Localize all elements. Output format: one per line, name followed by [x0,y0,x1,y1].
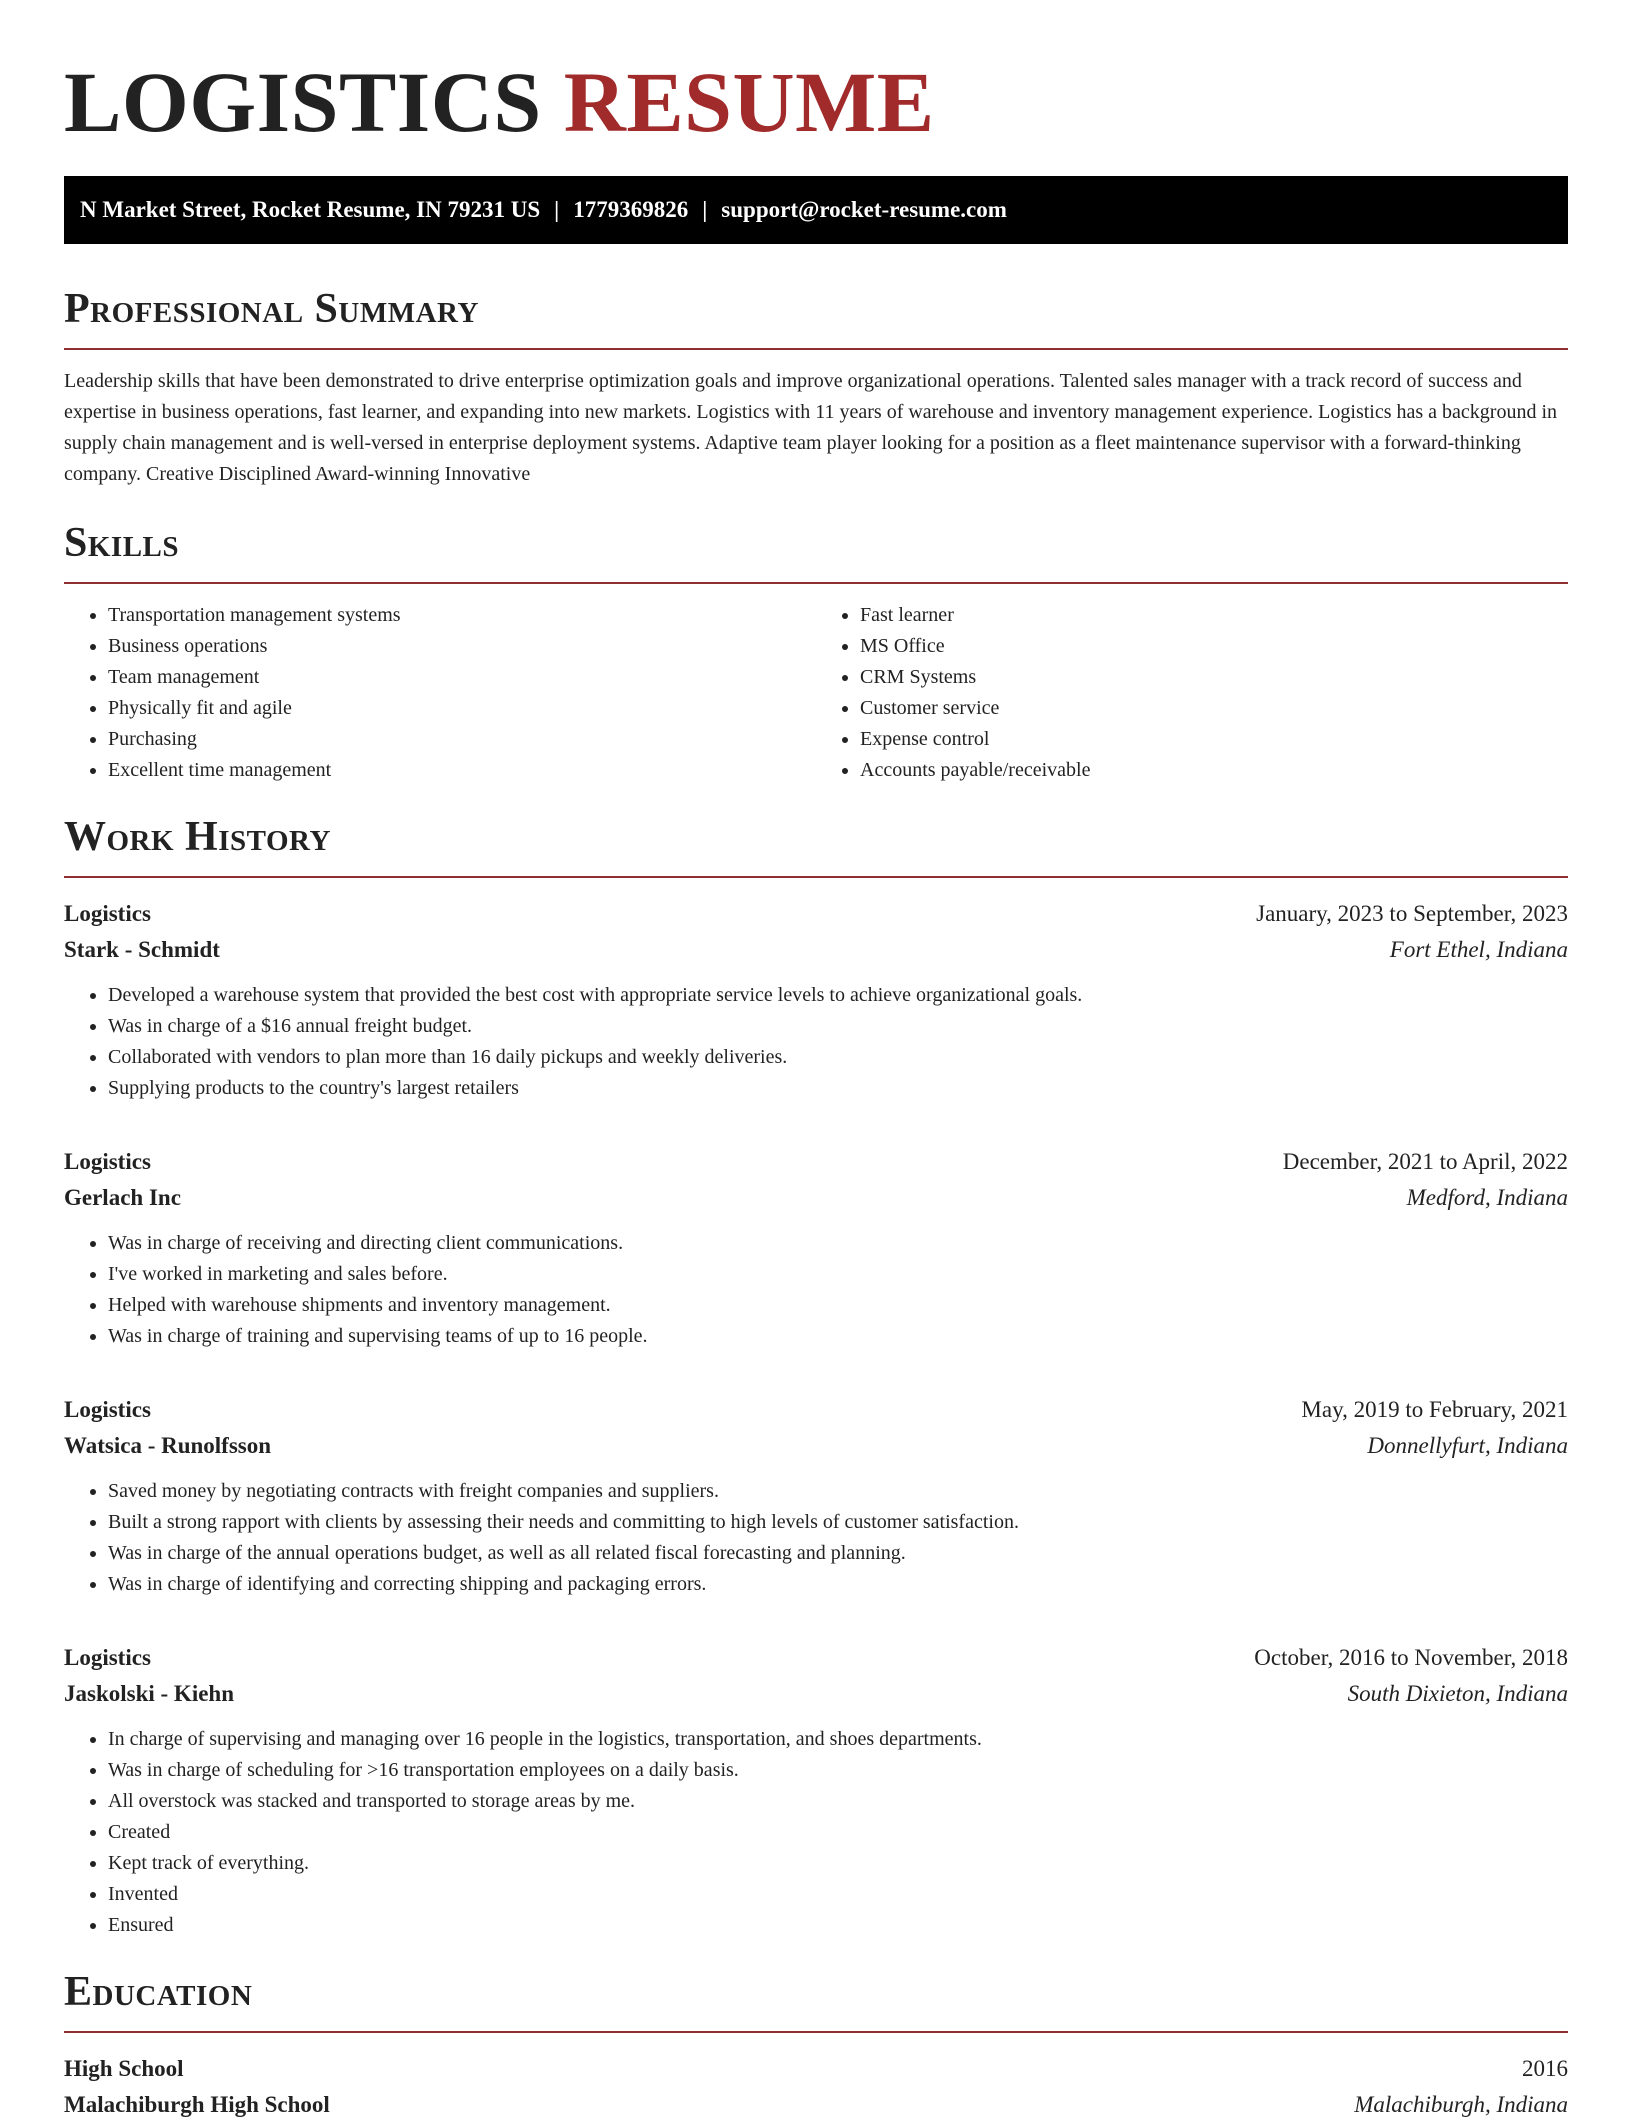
job-bullet: • I've worked in marketing and sales before. [108,1259,1568,1290]
job-bullet: • Saved money by negotiating contracts with freight companies and suppliers. [108,1476,1568,1507]
job-bullet: • Supplying products to the country's largest retailers [108,1073,1568,1104]
job-bullets [64,980,1568,1104]
job-bullet: • Kept track of everything. [108,1848,1568,1879]
job-bullets [64,1476,1568,1600]
job-location: Donnellyfurt, Indiana [1367,1433,1568,1458]
education-degree: High School [64,2056,184,2081]
contact-email: support@rocket-resume.com [721,197,1007,222]
skill-item: • Business operations [108,631,816,662]
job-bullet: • Collaborated with vendors to plan more than 16 daily pickups and weekly deliveries. [108,1042,1568,1073]
summary-text: Leadership skills that have been demonstrated to drive enterprise optimization goals and improve organizational operations. Talented sales manager with a track record of success and expertise in business operations, fast learner, and expanding into new markets. Logistics with 11 years of warehouse and inventory management experience. Logistics has a background in supply chain management and is well-versed in enterprise deployment systems. Adaptive team player looking for a position as a fleet maintenance supervisor with a forward-thinking company. Creative Disciplined Award-winning Innovative [64,370,1558,485]
job-bullet: • Was in charge of the annual operations budget, as well as all related fiscal forecasting and planning. [108,1538,1568,1569]
skill-item: • Customer service [860,693,1568,724]
job-bullet: • Helped with warehouse shipments and inventory management. [108,1290,1568,1321]
skill-item: • Excellent time management [108,755,816,786]
section-title-skills: Skills [64,520,180,566]
job-company: Watsica - Runolfsson [64,1433,272,1458]
skill-item: • MS Office [860,631,1568,662]
job-entry [64,1144,1568,1352]
section-title-summary: Professional Summary [64,286,479,332]
resume-title-last: RESUME [563,54,935,150]
job-bullet: • All overstock was stacked and transported to storage areas by me. [108,1786,1568,1817]
job-entry [64,1392,1568,1600]
job-dates: January, 2023 to September, 2023 [1256,901,1568,926]
job-bullet: • Was in charge of training and supervising teams of up to 16 people. [108,1321,1568,1352]
job-dates: October, 2016 to November, 2018 [1254,1645,1568,1670]
skill-item: • Purchasing [108,724,816,755]
job-bullets [64,1724,1568,1941]
job-bullets [64,1228,1568,1352]
skill-item: • CRM Systems [860,662,1568,693]
job-bullet: • In charge of supervising and managing over 16 people in the logistics, transportation, and shoes departments. [108,1724,1568,1755]
job-bullet: • Ensured [108,1910,1568,1941]
job-role: Logistics [64,1397,151,1422]
job-bullet: • Was in charge of identifying and correcting shipping and packaging errors. [108,1569,1568,1600]
resume-title [64,52,1568,152]
skill-item: • Expense control [860,724,1568,755]
job-location: Fort Ethel, Indiana [1389,937,1568,962]
skill-item: • Team management [108,662,816,693]
contact-phone: 1779369826 [573,197,689,222]
contact-separator: | [554,197,560,222]
job-location: Medford, Indiana [1406,1185,1568,1210]
skill-item: • Fast learner [860,600,1568,631]
resume-title-first: LOGISTICS [64,54,542,150]
job-company: Stark - Schmidt [64,937,220,962]
section-title-work-history: Work History [64,814,331,860]
education-location: Malachiburgh, Indiana [1354,2092,1568,2117]
job-entry [64,896,1568,1104]
job-dates: May, 2019 to February, 2021 [1301,1397,1568,1422]
job-bullet: • Created [108,1817,1568,1848]
section-divider [64,582,1568,584]
skills-column-left [64,600,816,786]
job-role: Logistics [64,1645,151,1670]
contact-address: N Market Street, Rocket Resume, IN 79231 US [80,197,541,222]
section-title-education: Education [64,1969,253,2015]
job-dates: December, 2021 to April, 2022 [1282,1149,1568,1174]
education-year: 2016 [1522,2056,1568,2081]
job-bullet: • Was in charge of receiving and directing client communications. [108,1228,1568,1259]
job-entry [64,1640,1568,1941]
job-bullet: • Developed a warehouse system that provided the best cost with appropriate service levels to achieve organizational goals. [108,980,1568,1011]
skills-column-right [816,600,1568,786]
skill-item: • Physically fit and agile [108,693,816,724]
skills-list [64,600,1568,786]
education-school: Malachiburgh High School [64,2092,330,2117]
job-role: Logistics [64,1149,151,1174]
job-bullet: • Built a strong rapport with clients by assessing their needs and committing to high levels of customer satisfaction. [108,1507,1568,1538]
job-bullet: • Was in charge of a $16 annual freight budget. [108,1011,1568,1042]
job-company: Gerlach Inc [64,1185,181,1210]
job-bullet: • Was in charge of scheduling for >16 transportation employees on a daily basis. [108,1755,1568,1786]
section-divider [64,2031,1568,2033]
education-entry [64,2051,1568,2123]
section-divider [64,348,1568,350]
job-company: Jaskolski - Kiehn [64,1681,234,1706]
section-divider [64,876,1568,878]
contact-bar [64,176,1568,244]
contact-separator: | [702,197,708,222]
skill-item: • Transportation management systems [108,600,816,631]
job-role: Logistics [64,901,151,926]
job-location: South Dixieton, Indiana [1347,1681,1568,1706]
job-bullet: • Invented [108,1879,1568,1910]
skill-item: • Accounts payable/receivable [860,755,1568,786]
